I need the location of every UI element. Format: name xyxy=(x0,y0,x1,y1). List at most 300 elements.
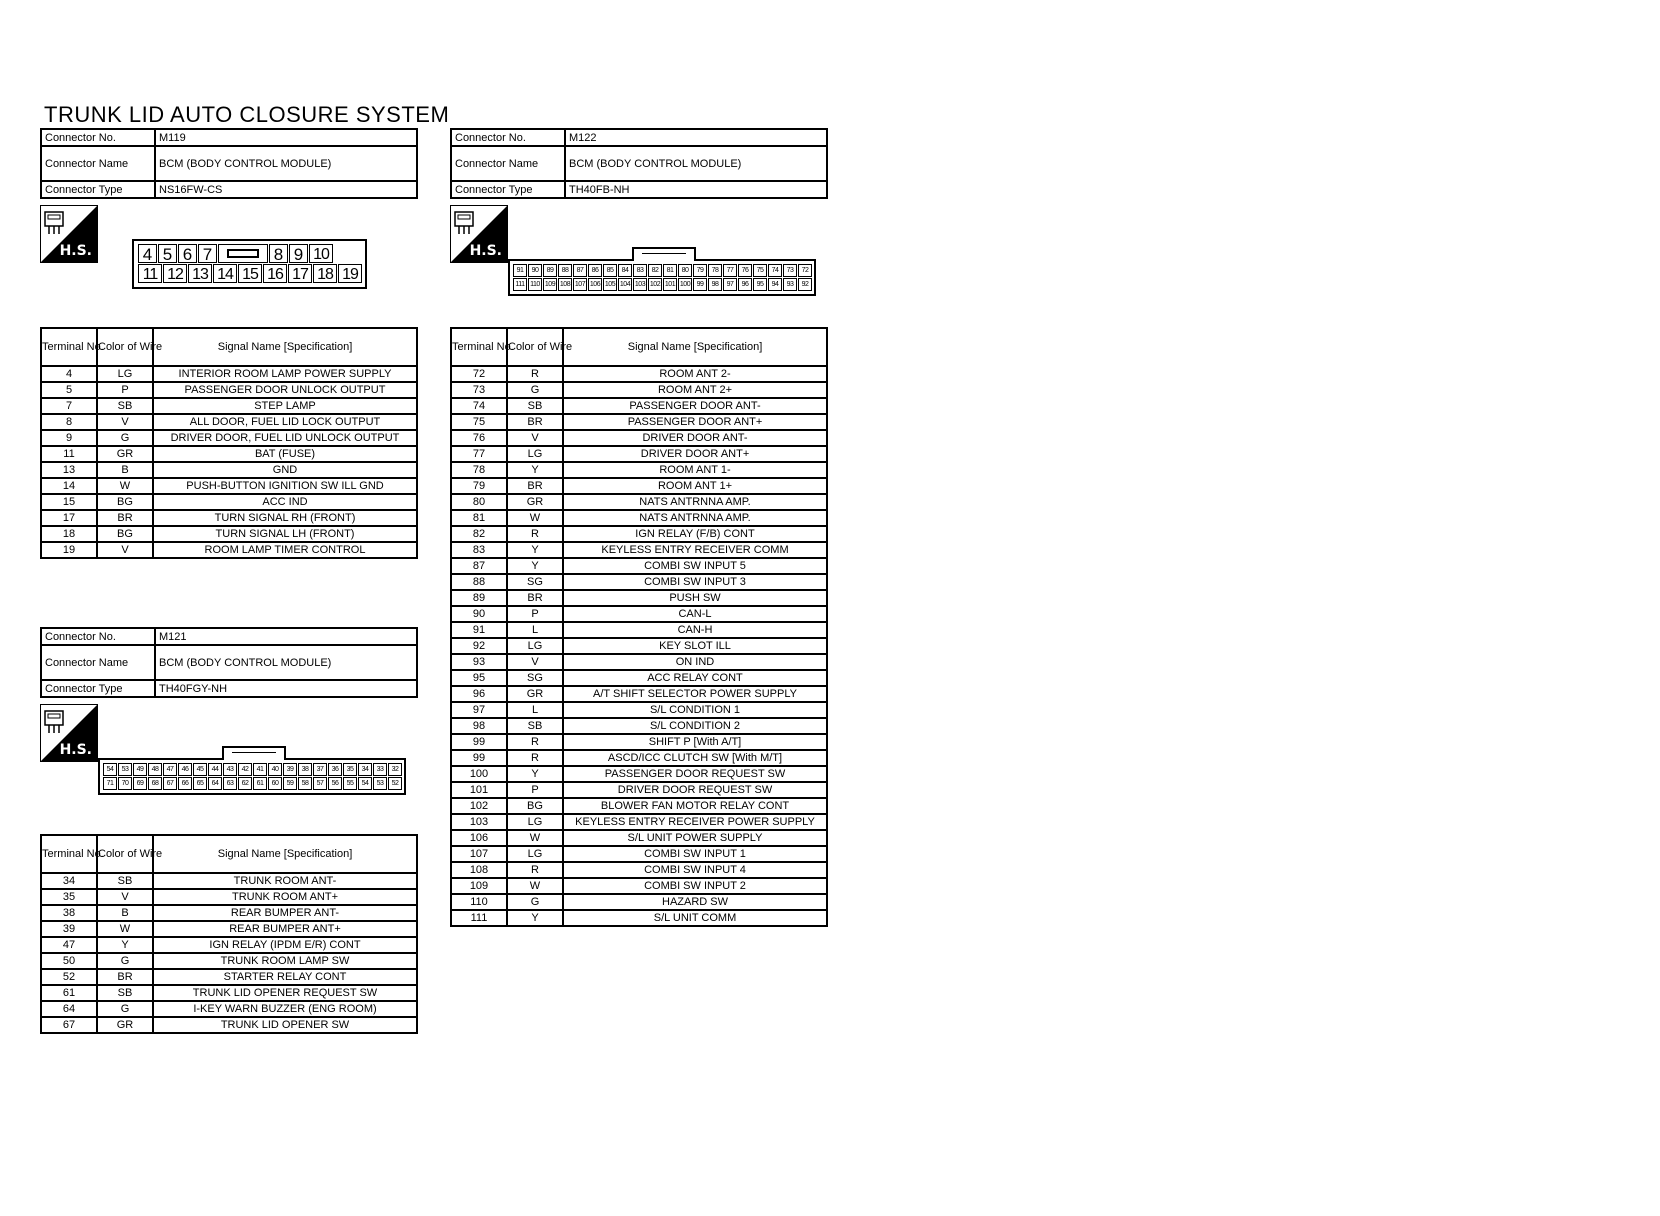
pin-cell: 69 xyxy=(133,777,147,790)
hs-label: H.S. xyxy=(59,243,92,259)
signal-name-cell: PUSH-BUTTON IGNITION SW ILL GND xyxy=(153,478,417,494)
connector-no-value: M119 xyxy=(155,129,417,146)
pin-cell: 57 xyxy=(313,777,327,790)
terminal-no-cell: 14 xyxy=(41,478,97,494)
wire-color-cell: SB xyxy=(507,718,563,734)
wire-color-cell: Y xyxy=(507,558,563,574)
wire-color-cell: SB xyxy=(507,398,563,414)
wire-color-cell: SG xyxy=(507,574,563,590)
signal-name-cell: REAR BUMPER ANT- xyxy=(153,905,417,921)
pin-cell: 61 xyxy=(253,777,267,790)
signal-name-cell: PUSH SW xyxy=(563,590,827,606)
terminal-row xyxy=(451,798,827,814)
pin-cell: 102 xyxy=(648,278,662,291)
hs-label: H.S. xyxy=(59,742,92,758)
terminal-table-body xyxy=(41,873,417,1033)
connector-face-row xyxy=(137,244,362,264)
signal-name-cell: TURN SIGNAL LH (FRONT) xyxy=(153,526,417,542)
terminal-no-cell: 93 xyxy=(451,654,507,670)
terminal-row xyxy=(41,542,417,558)
wire-color-cell: G xyxy=(97,1001,153,1017)
terminal-row xyxy=(451,590,827,606)
wire-color-cell: W xyxy=(507,878,563,894)
connector-face-row xyxy=(102,777,402,791)
terminal-row xyxy=(451,462,827,478)
terminal-row xyxy=(41,921,417,937)
wire-color-cell: W xyxy=(97,478,153,494)
pin-cell: 85 xyxy=(603,264,617,277)
connector-name-value: BCM (BODY CONTROL MODULE) xyxy=(155,645,417,680)
pin-cell: 58 xyxy=(298,777,312,790)
pin-cell: 64 xyxy=(208,777,222,790)
wire-color-cell: Y xyxy=(507,910,563,926)
terminal-row xyxy=(451,366,827,382)
pin-cell: 109 xyxy=(543,278,557,291)
pin-cell: 105 xyxy=(603,278,617,291)
pin-cell: 44 xyxy=(208,763,222,776)
pin-cell: 91 xyxy=(513,264,527,277)
terminal-no-cell: 35 xyxy=(41,889,97,905)
connector-info-table xyxy=(450,128,828,199)
terminal-row xyxy=(41,398,417,414)
wire-color-cell: BR xyxy=(507,478,563,494)
terminal-row xyxy=(451,782,827,798)
terminal-no-cell: 77 xyxy=(451,446,507,462)
wire-color-cell: LG xyxy=(507,638,563,654)
signal-name-cell: NATS ANTRNNA AMP. xyxy=(563,494,827,510)
terminal-row xyxy=(41,1017,417,1033)
terminal-no-cell: 87 xyxy=(451,558,507,574)
pin-cell: 82 xyxy=(648,264,662,277)
signal-name-cell: COMBI SW INPUT 1 xyxy=(563,846,827,862)
terminal-row xyxy=(41,446,417,462)
wire-color-cell: Y xyxy=(507,462,563,478)
pin-cell: 95 xyxy=(753,278,767,291)
wire-color-cell: SB xyxy=(97,985,153,1001)
terminal-no-cell: 8 xyxy=(41,414,97,430)
terminal-row xyxy=(451,430,827,446)
pin-cell: 73 xyxy=(783,264,797,277)
terminal-no-cell: 107 xyxy=(451,846,507,862)
pin-cell: 54 xyxy=(358,777,372,790)
terminal-no-cell: 47 xyxy=(41,937,97,953)
terminal-no-cell: 39 xyxy=(41,921,97,937)
connector-name-label: Connector Name xyxy=(451,146,565,181)
pin-cell: 6 xyxy=(178,244,197,263)
pin-cell: 79 xyxy=(693,264,707,277)
terminal-no-cell: 50 xyxy=(41,953,97,969)
terminal-row xyxy=(451,446,827,462)
terminal-no-cell: 110 xyxy=(451,894,507,910)
terminal-no-cell: 7 xyxy=(41,398,97,414)
signal-name-cell: SHIFT P [With A/T] xyxy=(563,734,827,750)
terminal-no-cell: 76 xyxy=(451,430,507,446)
terminal-row xyxy=(451,398,827,414)
signal-name-cell: CAN-H xyxy=(563,622,827,638)
wire-color-cell: G xyxy=(97,430,153,446)
signal-name-cell: ON IND xyxy=(563,654,827,670)
wire-color-cell: Y xyxy=(507,766,563,782)
wire-color-cell: B xyxy=(97,905,153,921)
wire-color-cell: B xyxy=(97,462,153,478)
signal-name-header: Signal Name [Specification] xyxy=(563,328,827,366)
signal-name-cell: ROOM ANT 2+ xyxy=(563,382,827,398)
signal-name-cell: DRIVER DOOR, FUEL LID UNLOCK OUTPUT xyxy=(153,430,417,446)
terminal-no-cell: 96 xyxy=(451,686,507,702)
connector-name-value: BCM (BODY CONTROL MODULE) xyxy=(565,146,827,181)
connector-face-m121 xyxy=(98,758,406,795)
pin-cell: 40 xyxy=(268,763,282,776)
terminal-row xyxy=(451,878,827,894)
wire-color-cell: BG xyxy=(507,798,563,814)
pin-cell: 98 xyxy=(708,278,722,291)
terminal-row xyxy=(451,558,827,574)
connector-type-label: Connector Type xyxy=(41,680,155,697)
pin-cell: 48 xyxy=(148,763,162,776)
terminal-table-m122 xyxy=(450,327,828,927)
terminal-no-cell: 89 xyxy=(451,590,507,606)
pin-cell: 78 xyxy=(708,264,722,277)
terminal-row xyxy=(41,478,417,494)
pin-cell: 8 xyxy=(269,244,288,263)
wire-color-cell: W xyxy=(507,510,563,526)
connector-no-value: M121 xyxy=(155,628,417,645)
pin-cell: 108 xyxy=(558,278,572,291)
pin-cell: 93 xyxy=(783,278,797,291)
terminal-no-header: Terminal No. xyxy=(41,835,97,873)
pin-cell: 11 xyxy=(138,264,162,283)
signal-name-cell: PASSENGER DOOR ANT- xyxy=(563,398,827,414)
pin-cell: 106 xyxy=(588,278,602,291)
signal-name-cell: DRIVER DOOR ANT+ xyxy=(563,446,827,462)
terminal-row xyxy=(451,862,827,878)
wire-color-cell: GR xyxy=(97,1017,153,1033)
connector-lock-tab xyxy=(218,244,268,263)
signal-name-cell: BLOWER FAN MOTOR RELAY CONT xyxy=(563,798,827,814)
terminal-row xyxy=(41,953,417,969)
pin-cell: 66 xyxy=(178,777,192,790)
pin-cell: 12 xyxy=(163,264,187,283)
pin-cell: 53 xyxy=(118,763,132,776)
pin-cell: 92 xyxy=(798,278,812,291)
signal-name-cell: BAT (FUSE) xyxy=(153,446,417,462)
pin-cell: 55 xyxy=(343,777,357,790)
signal-name-cell: TRUNK ROOM ANT- xyxy=(153,873,417,889)
signal-name-cell: ALL DOOR, FUEL LID LOCK OUTPUT xyxy=(153,414,417,430)
pin-cell: 111 xyxy=(513,278,527,291)
connector-name-label: Connector Name xyxy=(41,146,155,181)
connector-diagram xyxy=(40,199,418,301)
connector-face-row xyxy=(512,278,812,292)
terminal-row xyxy=(451,382,827,398)
pin-cell: 77 xyxy=(723,264,737,277)
signal-name-cell: ROOM LAMP TIMER CONTROL xyxy=(153,542,417,558)
terminal-row xyxy=(451,894,827,910)
signal-name-cell: NATS ANTRNNA AMP. xyxy=(563,510,827,526)
page-title: TRUNK LID AUTO CLOSURE SYSTEM xyxy=(44,102,450,127)
terminal-row xyxy=(451,702,827,718)
connector-type-value: TH40FB-NH xyxy=(565,181,827,198)
terminal-no-cell: 9 xyxy=(41,430,97,446)
pin-cell: 49 xyxy=(133,763,147,776)
pin-cell: 47 xyxy=(163,763,177,776)
wire-color-cell: P xyxy=(97,382,153,398)
signal-name-cell: TRUNK ROOM ANT+ xyxy=(153,889,417,905)
signal-name-cell: STEP LAMP xyxy=(153,398,417,414)
wire-color-cell: V xyxy=(97,542,153,558)
wire-color-cell: W xyxy=(97,921,153,937)
pin-cell: 52 xyxy=(388,777,402,790)
terminal-no-cell: 88 xyxy=(451,574,507,590)
pin-cell: 35 xyxy=(343,763,357,776)
pin-cell: 53 xyxy=(373,777,387,790)
terminal-table-body xyxy=(41,366,417,558)
pin-cell: 89 xyxy=(543,264,557,277)
terminal-row xyxy=(41,905,417,921)
pin-cell: 71 xyxy=(103,777,117,790)
pin-cell: 90 xyxy=(528,264,542,277)
pin-cell: 59 xyxy=(283,777,297,790)
connector-diagram xyxy=(450,199,828,301)
signal-name-cell: TRUNK LID OPENER REQUEST SW xyxy=(153,985,417,1001)
terminal-no-cell: 78 xyxy=(451,462,507,478)
signal-name-cell: I-KEY WARN BUZZER (ENG ROOM) xyxy=(153,1001,417,1017)
signal-name-cell: COMBI SW INPUT 3 xyxy=(563,574,827,590)
terminal-row xyxy=(41,937,417,953)
signal-name-cell: S/L CONDITION 2 xyxy=(563,718,827,734)
signal-name-cell: TRUNK LID OPENER SW xyxy=(153,1017,417,1033)
pin-cell: 37 xyxy=(313,763,327,776)
signal-name-cell: TRUNK ROOM LAMP SW xyxy=(153,953,417,969)
terminal-row xyxy=(41,414,417,430)
signal-name-cell: HAZARD SW xyxy=(563,894,827,910)
pin-cell: 17 xyxy=(288,264,312,283)
terminal-row xyxy=(451,670,827,686)
signal-name-cell: CAN-L xyxy=(563,606,827,622)
hs-label: H.S. xyxy=(469,243,502,259)
connector-info-table xyxy=(40,627,418,698)
connector-face-row xyxy=(102,763,402,777)
signal-name-cell: IGN RELAY (IPDM E/R) CONT xyxy=(153,937,417,953)
signal-name-cell: REAR BUMPER ANT+ xyxy=(153,921,417,937)
terminal-row xyxy=(41,462,417,478)
wire-color-cell: R xyxy=(507,734,563,750)
wire-color-cell: R xyxy=(507,862,563,878)
terminal-table-body xyxy=(451,366,827,926)
terminal-no-cell: 103 xyxy=(451,814,507,830)
terminal-row xyxy=(451,686,827,702)
wire-color-cell: G xyxy=(507,894,563,910)
wire-color-cell: LG xyxy=(507,846,563,862)
wire-color-cell: BG xyxy=(97,494,153,510)
connector-m122-section xyxy=(450,128,828,927)
signal-name-cell: TURN SIGNAL RH (FRONT) xyxy=(153,510,417,526)
signal-name-cell: ACC IND xyxy=(153,494,417,510)
terminal-no-cell: 38 xyxy=(41,905,97,921)
pin-cell: 67 xyxy=(163,777,177,790)
terminal-no-cell: 98 xyxy=(451,718,507,734)
wire-color-cell: SG xyxy=(507,670,563,686)
wire-color-cell: BG xyxy=(97,526,153,542)
connector-m119-section xyxy=(40,128,418,559)
wire-color-cell: V xyxy=(97,889,153,905)
terminal-no-cell: 82 xyxy=(451,526,507,542)
terminal-no-cell: 17 xyxy=(41,510,97,526)
signal-name-cell: PASSENGER DOOR UNLOCK OUTPUT xyxy=(153,382,417,398)
signal-name-cell: COMBI SW INPUT 2 xyxy=(563,878,827,894)
color-of-wire-header: Color of Wire xyxy=(97,328,153,366)
pin-cell: 87 xyxy=(573,264,587,277)
terminal-row xyxy=(451,542,827,558)
terminal-row xyxy=(41,430,417,446)
connector-name-label: Connector Name xyxy=(41,645,155,680)
pin-cell: 97 xyxy=(723,278,737,291)
pin-cell: 70 xyxy=(118,777,132,790)
connector-face-m122 xyxy=(508,259,816,296)
pin-cell: 88 xyxy=(558,264,572,277)
terminal-no-cell: 67 xyxy=(41,1017,97,1033)
wire-color-cell: BR xyxy=(507,590,563,606)
pin-cell: 84 xyxy=(618,264,632,277)
pin-cell: 46 xyxy=(178,763,192,776)
connector-lock-hump xyxy=(222,746,286,760)
signal-name-cell: DRIVER DOOR REQUEST SW xyxy=(563,782,827,798)
pin-cell: 15 xyxy=(238,264,262,283)
pin-cell: 100 xyxy=(678,278,692,291)
signal-name-cell: ROOM ANT 2- xyxy=(563,366,827,382)
pin-cell: 43 xyxy=(223,763,237,776)
terminal-row xyxy=(451,718,827,734)
signal-name-cell: IGN RELAY (F/B) CONT xyxy=(563,526,827,542)
pin-cell: 45 xyxy=(193,763,207,776)
pin-cell: 107 xyxy=(573,278,587,291)
terminal-row xyxy=(451,510,827,526)
terminal-row xyxy=(41,1001,417,1017)
signal-name-cell: A/T SHIFT SELECTOR POWER SUPPLY xyxy=(563,686,827,702)
signal-name-header: Signal Name [Specification] xyxy=(153,835,417,873)
signal-name-cell: INTERIOR ROOM LAMP POWER SUPPLY xyxy=(153,366,417,382)
wire-color-cell: R xyxy=(507,366,563,382)
terminal-no-cell: 75 xyxy=(451,414,507,430)
pin-cell: 7 xyxy=(198,244,217,263)
pin-cell: 32 xyxy=(388,763,402,776)
terminal-no-cell: 11 xyxy=(41,446,97,462)
pin-cell: 101 xyxy=(663,278,677,291)
terminal-no-cell: 15 xyxy=(41,494,97,510)
pin-cell: 86 xyxy=(588,264,602,277)
pin-cell: 110 xyxy=(528,278,542,291)
wire-color-cell: Y xyxy=(97,937,153,953)
wire-color-cell: SB xyxy=(97,398,153,414)
pin-cell: 74 xyxy=(768,264,782,277)
connector-m121-section xyxy=(40,627,418,1034)
terminal-row xyxy=(451,574,827,590)
wire-color-cell: P xyxy=(507,782,563,798)
terminal-row xyxy=(451,734,827,750)
connector-type-label: Connector Type xyxy=(451,181,565,198)
pin-cell: 99 xyxy=(693,278,707,291)
terminal-row xyxy=(41,969,417,985)
terminal-no-cell: 109 xyxy=(451,878,507,894)
terminal-no-cell: 106 xyxy=(451,830,507,846)
pin-cell: 36 xyxy=(328,763,342,776)
terminal-row xyxy=(451,526,827,542)
pin-cell: 42 xyxy=(238,763,252,776)
wire-color-cell: L xyxy=(507,622,563,638)
terminal-no-cell: 52 xyxy=(41,969,97,985)
terminal-row xyxy=(41,873,417,889)
wire-color-cell: GR xyxy=(507,494,563,510)
signal-name-cell: KEYLESS ENTRY RECEIVER POWER SUPPLY xyxy=(563,814,827,830)
terminal-row xyxy=(451,638,827,654)
connector-no-label: Connector No. xyxy=(41,129,155,146)
pin-cell: 68 xyxy=(148,777,162,790)
wire-color-cell: R xyxy=(507,750,563,766)
terminal-row xyxy=(451,750,827,766)
signal-name-header: Signal Name [Specification] xyxy=(153,328,417,366)
terminal-row xyxy=(41,366,417,382)
pin-cell: 62 xyxy=(238,777,252,790)
terminal-no-cell: 19 xyxy=(41,542,97,558)
pin-cell: 56 xyxy=(328,777,342,790)
terminal-row xyxy=(451,414,827,430)
pin-cell: 4 xyxy=(138,244,157,263)
signal-name-cell: COMBI SW INPUT 5 xyxy=(563,558,827,574)
terminal-no-cell: 102 xyxy=(451,798,507,814)
pin-cell: 19 xyxy=(338,264,362,283)
pin-cell: 10 xyxy=(309,244,333,263)
pin-cell: 39 xyxy=(283,763,297,776)
pin-cell: 94 xyxy=(768,278,782,291)
terminal-row xyxy=(451,830,827,846)
terminal-no-cell: 5 xyxy=(41,382,97,398)
color-of-wire-header: Color of Wire xyxy=(507,328,563,366)
signal-name-cell: KEY SLOT ILL xyxy=(563,638,827,654)
terminal-row xyxy=(41,985,417,1001)
terminal-no-cell: 91 xyxy=(451,622,507,638)
pin-cell: 81 xyxy=(663,264,677,277)
signal-name-cell: S/L UNIT COMM xyxy=(563,910,827,926)
terminal-no-header: Terminal No. xyxy=(41,328,97,366)
terminal-row xyxy=(41,510,417,526)
pin-cell: 103 xyxy=(633,278,647,291)
pin-cell: 54 xyxy=(103,763,117,776)
wire-color-cell: BR xyxy=(97,969,153,985)
signal-name-cell: KEYLESS ENTRY RECEIVER COMM xyxy=(563,542,827,558)
terminal-no-cell: 4 xyxy=(41,366,97,382)
terminal-table-m119 xyxy=(40,327,418,559)
signal-name-cell: S/L UNIT POWER SUPPLY xyxy=(563,830,827,846)
signal-name-cell: PASSENGER DOOR REQUEST SW xyxy=(563,766,827,782)
terminal-no-cell: 80 xyxy=(451,494,507,510)
pin-cell: 13 xyxy=(188,264,212,283)
terminal-row xyxy=(451,910,827,926)
terminal-row xyxy=(41,494,417,510)
terminal-row xyxy=(451,494,827,510)
terminal-row xyxy=(41,526,417,542)
signal-name-cell: ROOM ANT 1- xyxy=(563,462,827,478)
signal-name-cell: ACC RELAY CONT xyxy=(563,670,827,686)
pin-cell: 34 xyxy=(358,763,372,776)
terminal-table-m121 xyxy=(40,834,418,1034)
pin-cell: 76 xyxy=(738,264,752,277)
terminal-no-cell: 95 xyxy=(451,670,507,686)
wire-color-cell: Y xyxy=(507,542,563,558)
pin-cell: 14 xyxy=(213,264,237,283)
pin-cell: 65 xyxy=(193,777,207,790)
pin-cell: 83 xyxy=(633,264,647,277)
wire-color-cell: R xyxy=(507,526,563,542)
